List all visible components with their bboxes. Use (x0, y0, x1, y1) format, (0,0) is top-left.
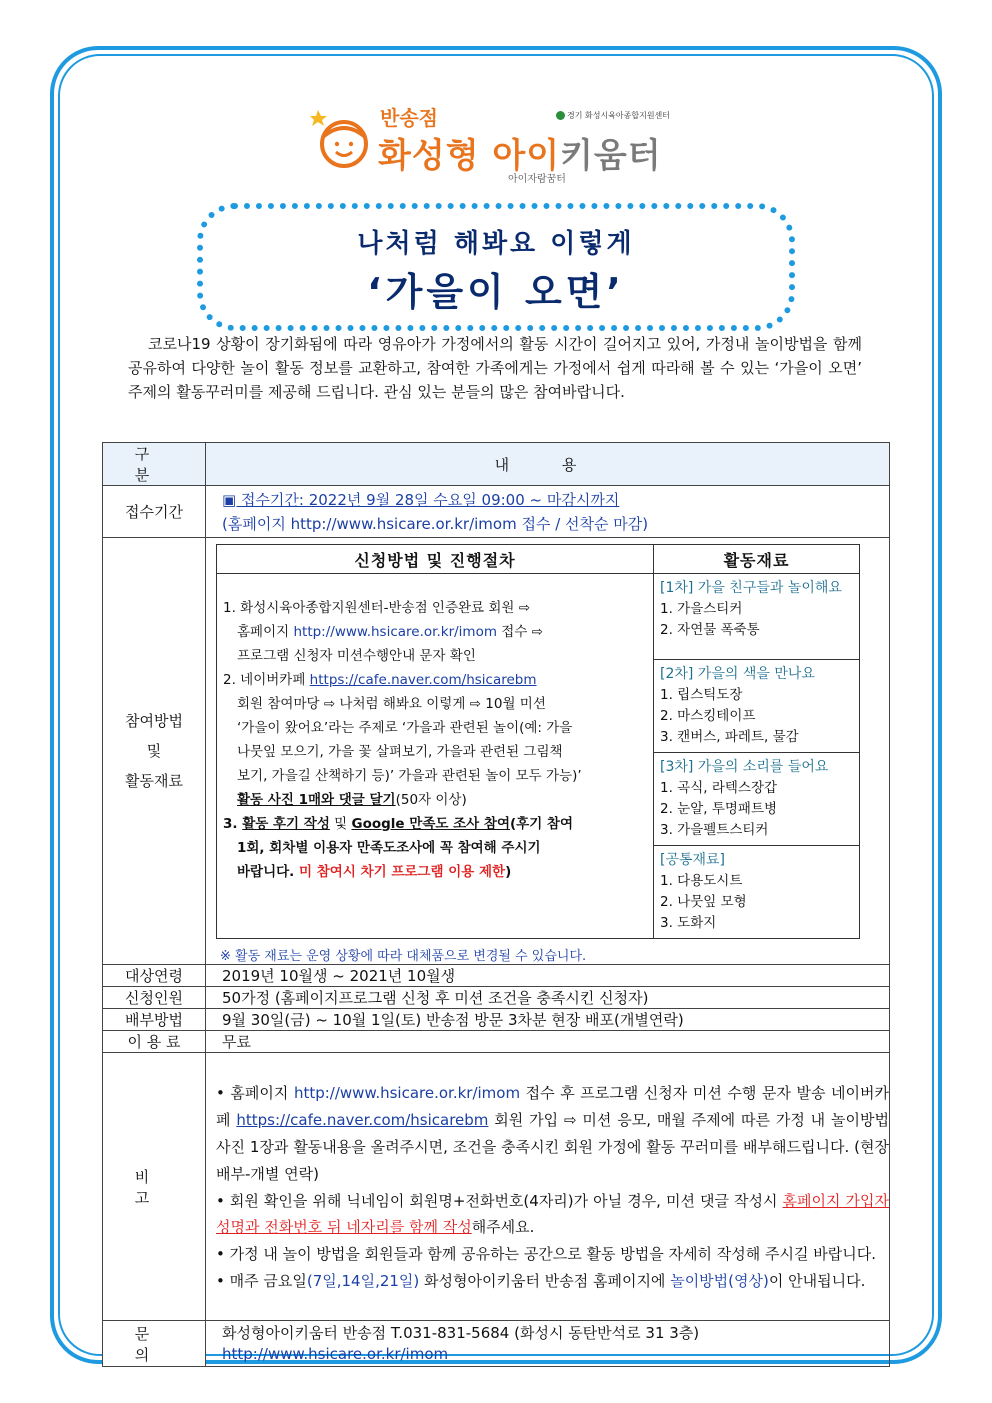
contact-label: 문 의 (103, 1321, 206, 1367)
age-row (103, 965, 890, 987)
count-label: 신청인원 (103, 987, 206, 1009)
intro-paragraph: 코로나19 상황이 장기화됨에 따라 영유아가 가정에서의 활동 시간이 길어지고 있어, 가정내 놀이방법을 함께 공유하여 다양한 놀이 활동 정보를 교환하고, 참여한 가족에게는 가정에서 쉽게 따라해 볼 수 있는 ‘가을이 오면’ 주제의 활동꾸러미를 제공해 드립니다. 관심 있는 분들의 많은 참여바랍니다. (128, 335, 862, 401)
participation-content (206, 538, 890, 965)
info-table (102, 442, 890, 1367)
logo-title-orange: 화성형 아이 (378, 136, 561, 176)
delivery-value: 9월 30일(금) ~ 10월 1일(토) 반송점 방문 3차분 현장 배포(개별연락) (206, 1009, 890, 1031)
materials-week2: [2차] 가을의 색을 만나요 1. 립스틱도장 2. 마스킹테이프 3. 캔버스, 파레트, 물감 (654, 660, 860, 753)
reception-homepage: (홈페이지 http://www.hsicare.or.kr/imom 접수 / 선착순 마감) (222, 514, 649, 533)
procedure-header: 신청방법 및 진행절차 (217, 545, 654, 574)
logo-branch-text: 반송점 (380, 106, 438, 130)
reception-label: 접수기간 (103, 486, 206, 538)
title-line2: ‘가을이 오면’ (367, 270, 625, 314)
delivery-row (103, 1009, 890, 1031)
contact-row (103, 1321, 890, 1367)
remark-1: • 홈페이지 http://www.hsicare.or.kr/imom 접수 후 프로그램 신청자 미션 수행 문자 발송 네이버카페 https://cafe.naver.com/hsicarebm 회원 가입 ⇨ 미션 응모, 매월 주제에 따른 가정 내 놀이방법 사진 1장과 활동내용을 올려주시면, 조건을 충족시킨 회원 가정에 활동 꾸러미를 배부해드립니다. (현장 배부-개별 연락) (216, 1084, 889, 1183)
header-label: 구 분 (103, 443, 206, 486)
fee-label: 이 용 료 (103, 1031, 206, 1053)
logo-subtitle: 아이자람꿈터 (508, 174, 566, 185)
remark-3: • 가정 내 놀이 방법을 회원들과 함께 공유하는 공간으로 활동 방법을 자세히 작성해 주시길 바랍니다. (216, 1245, 876, 1264)
reception-period: ▣ 접수기간: 2022년 9월 28일 수요일 09:00 ~ 마감시까지 (222, 490, 620, 509)
age-value: 2019년 10월생 ~ 2021년 10월생 (206, 965, 890, 987)
remarks-label: 비 고 (103, 1053, 206, 1321)
contact-link[interactable]: http://www.hsicare.or.kr/imom (222, 1344, 449, 1363)
title-box (197, 203, 795, 331)
fee-value: 무료 (206, 1031, 890, 1053)
procedure-table (216, 544, 860, 939)
contact-content (206, 1321, 890, 1367)
remark-4: • 매주 금요일(7일,14일,21일) 화성형아이키움터 반송점 홈페이지에 놀이방법(영상)이 안내됩니다. (216, 1271, 866, 1290)
materials-header: 활동재료 (654, 545, 860, 574)
child-face-icon (310, 106, 372, 168)
reception-row (103, 486, 890, 538)
remark-cafe-link[interactable]: https://cafe.naver.com/hsicarebm (236, 1111, 489, 1130)
materials-note: ※ 활동 재료는 운영 상황에 따라 대체품으로 변경될 수 있습니다. (220, 949, 587, 964)
materials-common: [공통재료] 1. 다용도시트 2. 나뭇잎 모형 3. 도화지 (654, 846, 860, 939)
header-content: 내 용 (206, 443, 890, 486)
remarks-row (103, 1053, 890, 1321)
materials-week1: [1차] 가을 친구들과 놀이해요 1. 가을스티커 2. 자연물 폭죽통 (654, 574, 860, 660)
logo-title-gray: 키움터 (560, 136, 662, 176)
center-logo (556, 110, 670, 121)
reception-content (206, 486, 890, 538)
participation-row (103, 538, 890, 965)
age-label: 대상연령 (103, 965, 206, 987)
remarks-content (206, 1053, 890, 1321)
remark-2: • 회원 확인을 위해 닉네임이 회원명+전화번호(4자리)가 아닐 경우, 미션 댓글 작성시 홈페이지 가입자 성명과 전화번호 뒤 네자리를 함께 작성해주세요. (216, 1191, 889, 1237)
delivery-label: 배부방법 (103, 1009, 206, 1031)
logo (310, 96, 680, 185)
count-row (103, 987, 890, 1009)
remark-homepage-link[interactable]: http://www.hsicare.or.kr/imom (293, 1084, 521, 1103)
procedure-steps: 1. 화성시육아종합지원센터-반송점 인증완료 회원 ⇨ 홈페이지 http://www.hsicare.or.kr/imom 접수 ⇨ 프로그램 신청자 미션수행안내 문자 확인 2. 네이버카페 https://cafe.naver.com/hsicarebm 회원 참여마당 ⇨ 나처럼 해봐요 이렇게 ⇨ 10월 미션 ‘가을이 왔어요’라는 주제로 ‘가을과 관련된 놀이(예: 가을 나뭇잎 모으기, 가을 꽃 살펴보기, 가을과 관련된 그림책 보기, 가을길 산책하기 등)’ 가을과 관련된 놀이 모두 가능)’ 활동 사진 1매와 댓글 달기(50자 이상) 3. 활동 후기 작성 및 Google 만족도 조사 참여(후기 참여 1회, 회차별 이용자 만족도조사에 꼭 참여해 주시기 바랍니다. 미 참여시 차기 프로그램 이용 제한) (217, 574, 654, 939)
fee-row (103, 1031, 890, 1053)
count-value: 50가정 (홈페이지프로그램 신청 후 미션 조건을 충족시킨 신청자) (206, 987, 890, 1009)
materials-week3: [3차] 가을의 소리를 들어요 1. 곡식, 라텍스장갑 2. 눈알, 투명패트병 3. 가을펠트스티커 (654, 753, 860, 846)
participation-label: 참여방법 및 활동재료 (103, 538, 206, 965)
center-name: 경기 화성시육아종합지원센터 (567, 111, 671, 120)
contact-info: 화성형아이키움터 반송점 T.031-831-5684 (화성시 동탄반석로 31 3층) (222, 1323, 700, 1342)
homepage-link[interactable]: http://www.hsicare.or.kr/imom (293, 624, 497, 640)
center-emblem-icon (556, 111, 565, 120)
title-line1: 나처럼 해봐요 이렇게 (357, 229, 635, 259)
table-header-row (103, 443, 890, 486)
naver-cafe-link[interactable]: https://cafe.naver.com/hsicarebm (309, 672, 537, 688)
